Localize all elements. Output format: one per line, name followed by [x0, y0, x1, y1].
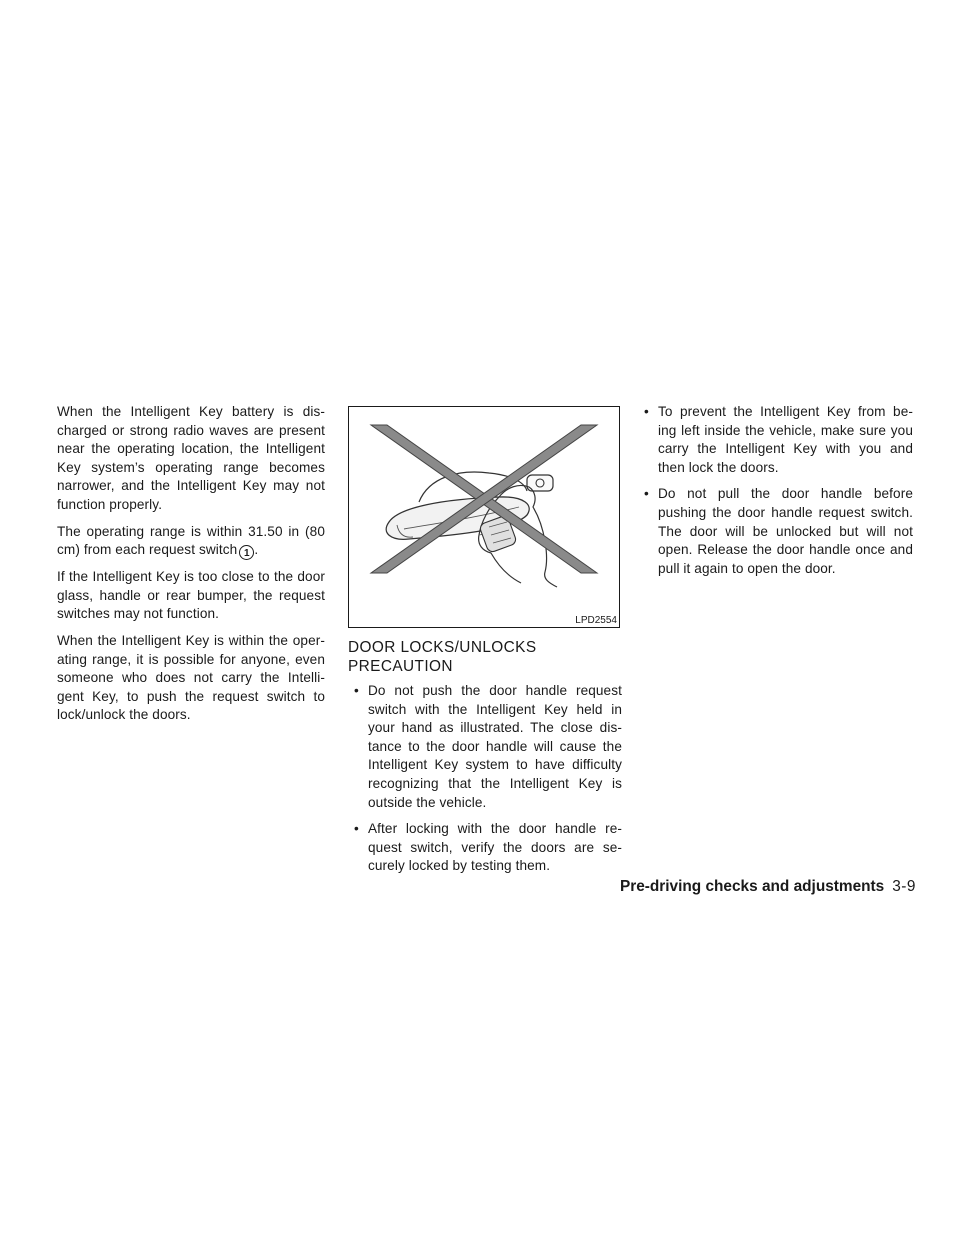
- list-item: [638, 403, 913, 477]
- battery-paragraph: When the Intelligent Key battery is dis- charged or strong radio waves are present near the operating location, the Intelligent Key system’s operating range becomes narrower, and the Intelligent Key may not function properly.: [57, 404, 325, 512]
- list-item: [638, 485, 913, 578]
- door-handle-figure: [348, 406, 620, 628]
- operating-range-text: The operating range is within 31.50 in (80 cm) from each request switch: [57, 523, 325, 558]
- list-item-text: Do not push the door handle request switch with the Intelligent Key held in your hand as illustrated. The close dis- tance to the door handle will cause the Intelligent Key system to have difficulty recognizing that the Intelligent Key is outside the vehicle.: [368, 683, 622, 810]
- operating-range-paragraph: [57, 523, 325, 561]
- bullet-icon: •: [354, 821, 359, 837]
- list-item: [348, 682, 622, 812]
- within-range-paragraph: When the Intelligent Key is within the oper- ating range, it is possible for anyone, even someone who does not carry the Intelli- gent Key, to push the request switch to lock/unlock the doors.: [57, 632, 325, 723]
- list-item: [348, 820, 622, 876]
- bullet-icon: •: [644, 404, 649, 419]
- heading-line-2: PRECAUTION: [348, 658, 453, 675]
- list-item-text: After locking with the door handle re- quest switch, verify the doors are se- curely locked by testing them.: [368, 821, 622, 874]
- precaution-list-left: [348, 682, 622, 876]
- page-number: 3-9: [892, 878, 916, 895]
- too-close-paragraph: If the Intelligent Key is too close to the door glass, handle or rear bumper, the request switches may not function.: [57, 569, 325, 622]
- middle-column: [348, 406, 622, 884]
- right-column: [638, 403, 913, 586]
- page-footer: [620, 877, 916, 897]
- callout-1-icon: 1: [239, 545, 254, 560]
- list-item-text: To prevent the Intelligent Key from be- ing left inside the vehicle, make sure you carry the Intelligent Key with you and then lock the doors.: [658, 404, 913, 475]
- bullet-icon: •: [644, 486, 649, 502]
- list-item-text: Do not pull the door handle before pushing the door handle request switch. The door will be unlocked but will not open. Release the door handle once and pull it again to open the door.: [658, 486, 913, 576]
- precaution-list-right: [638, 403, 913, 578]
- heading-line-1: DOOR LOCKS/UNLOCKS: [348, 639, 537, 656]
- crossed-out-door-handle-with-key-illustration-icon: [349, 407, 619, 627]
- left-column: [57, 403, 325, 733]
- figure-code: LPD2554: [575, 615, 617, 626]
- bullet-icon: •: [354, 683, 359, 698]
- period: .: [254, 542, 259, 558]
- section-heading: [348, 638, 622, 676]
- footer-section-title: Pre-driving checks and adjustments: [619, 878, 885, 895]
